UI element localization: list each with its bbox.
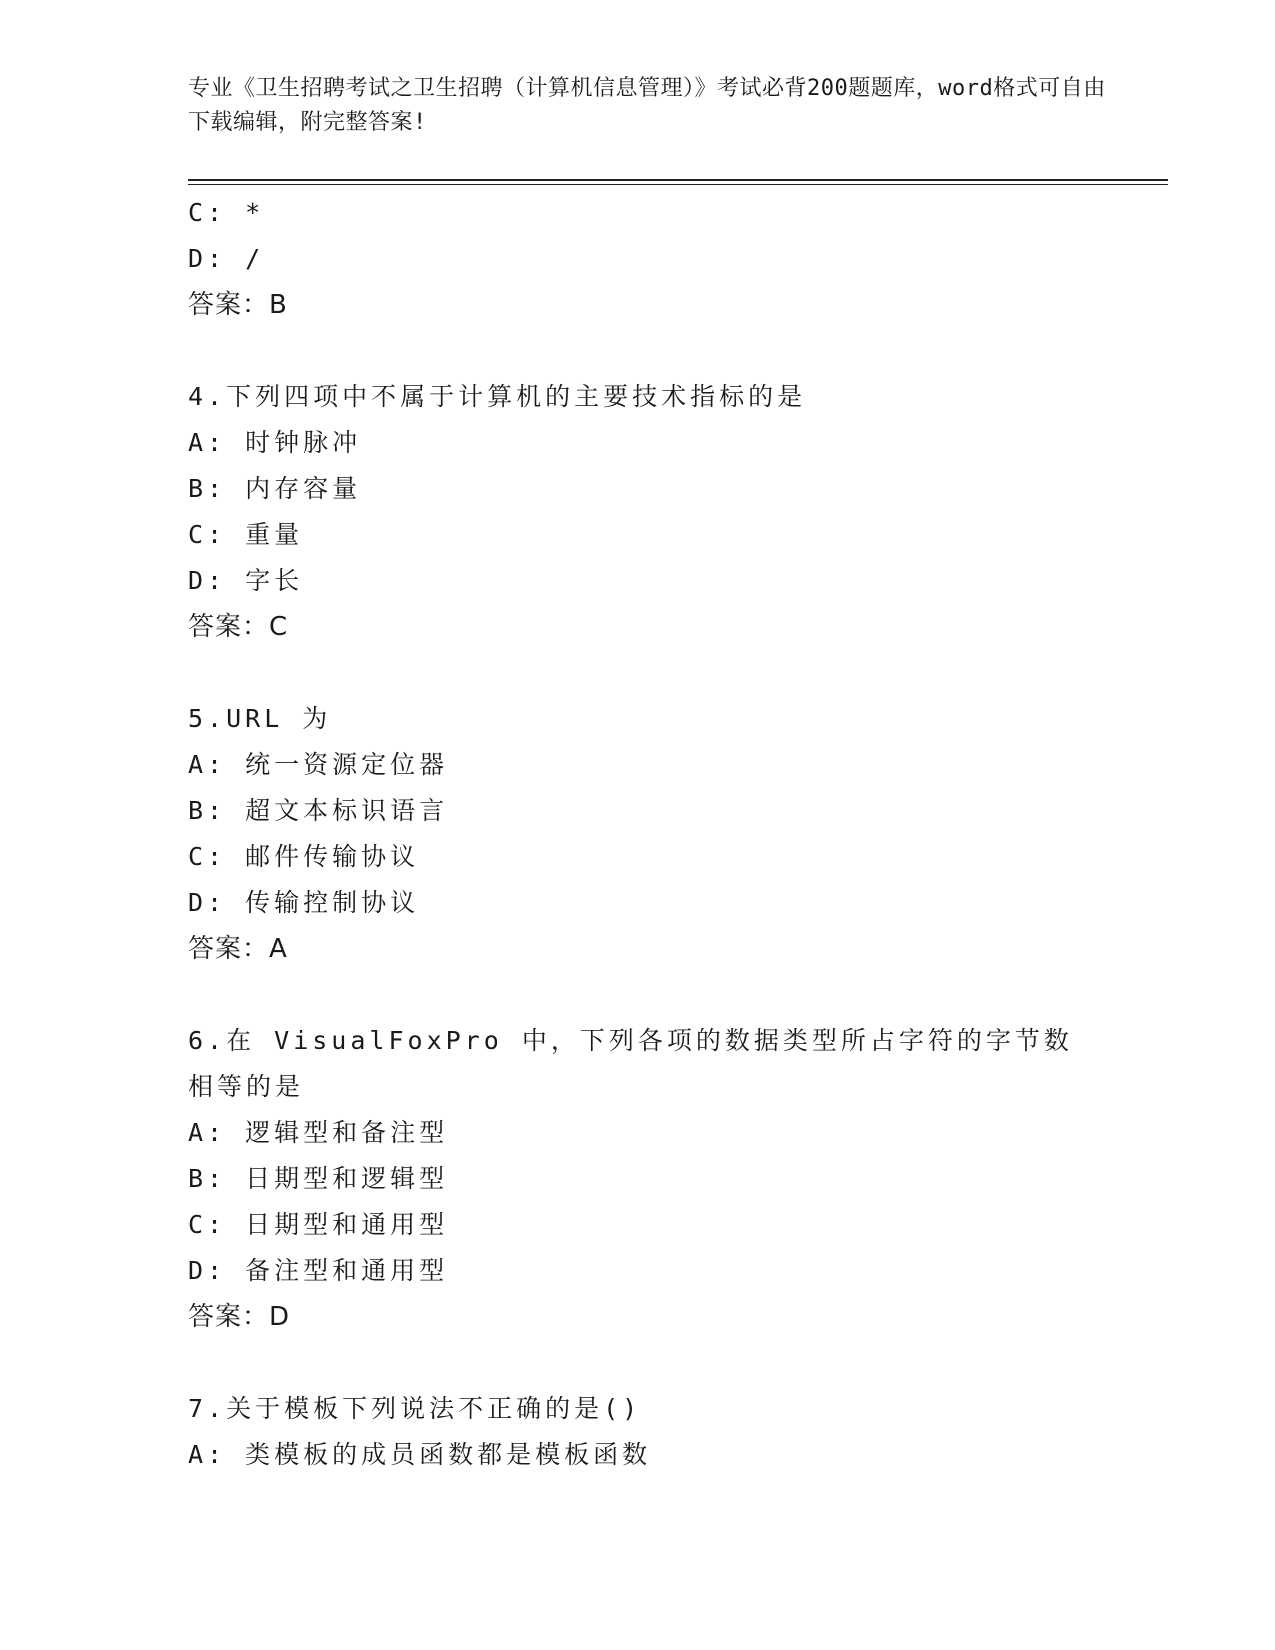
header-divider (188, 179, 1168, 185)
question-7 (188, 1386, 1148, 1478)
option-b: B: 日期型和逻辑型 (188, 1164, 449, 1193)
document-title: 专业《卫生招聘考试之卫生招聘（计算机信息管理）》考试必背200题题库，word格式可自由下载编辑，附完整答案! (188, 76, 1106, 135)
option-a: A: 时钟脉冲 (188, 428, 362, 457)
question-3 (188, 190, 1148, 328)
option-a: A: 类模板的成员函数都是模板函数 (188, 1440, 652, 1469)
question-6 (188, 1018, 1148, 1340)
option-a: A: 逻辑型和备注型 (188, 1118, 449, 1147)
option-d: D: 传输控制协议 (188, 888, 420, 917)
option-c: C: * (188, 198, 265, 227)
question-list (188, 190, 1148, 1478)
answer-label: 答案：A (188, 934, 288, 964)
option-b: B: 超文本标识语言 (188, 796, 449, 825)
option-c: C: 重量 (188, 520, 304, 549)
option-d: D: 备注型和通用型 (188, 1256, 449, 1285)
option-d: D: 字长 (188, 566, 304, 595)
option-d: D: / (188, 244, 265, 273)
option-a: A: 统一资源定位器 (188, 750, 449, 779)
question-4 (188, 374, 1148, 650)
question-stem: 7.关于模板下列说法不正确的是() (188, 1394, 642, 1423)
answer-label: 答案：B (188, 290, 288, 320)
question-stem: 6.在 VisualFoxPro 中，下列各项的数据类型所占字符的字节数相等的是 (188, 1026, 1073, 1101)
option-c: C: 日期型和通用型 (188, 1210, 449, 1239)
page-header (188, 72, 1108, 140)
spacer (188, 1340, 1148, 1386)
option-c: C: 邮件传输协议 (188, 842, 420, 871)
option-b: B: 内存容量 (188, 474, 362, 503)
answer-label: 答案：D (188, 1302, 291, 1332)
question-stem: 4.下列四项中不属于计算机的主要技术指标的是 (188, 382, 807, 411)
spacer (188, 972, 1148, 1018)
question-5 (188, 696, 1148, 972)
question-stem: 5.URL 为 (188, 704, 332, 733)
spacer (188, 328, 1148, 374)
spacer (188, 650, 1148, 696)
answer-label: 答案：C (188, 612, 289, 642)
